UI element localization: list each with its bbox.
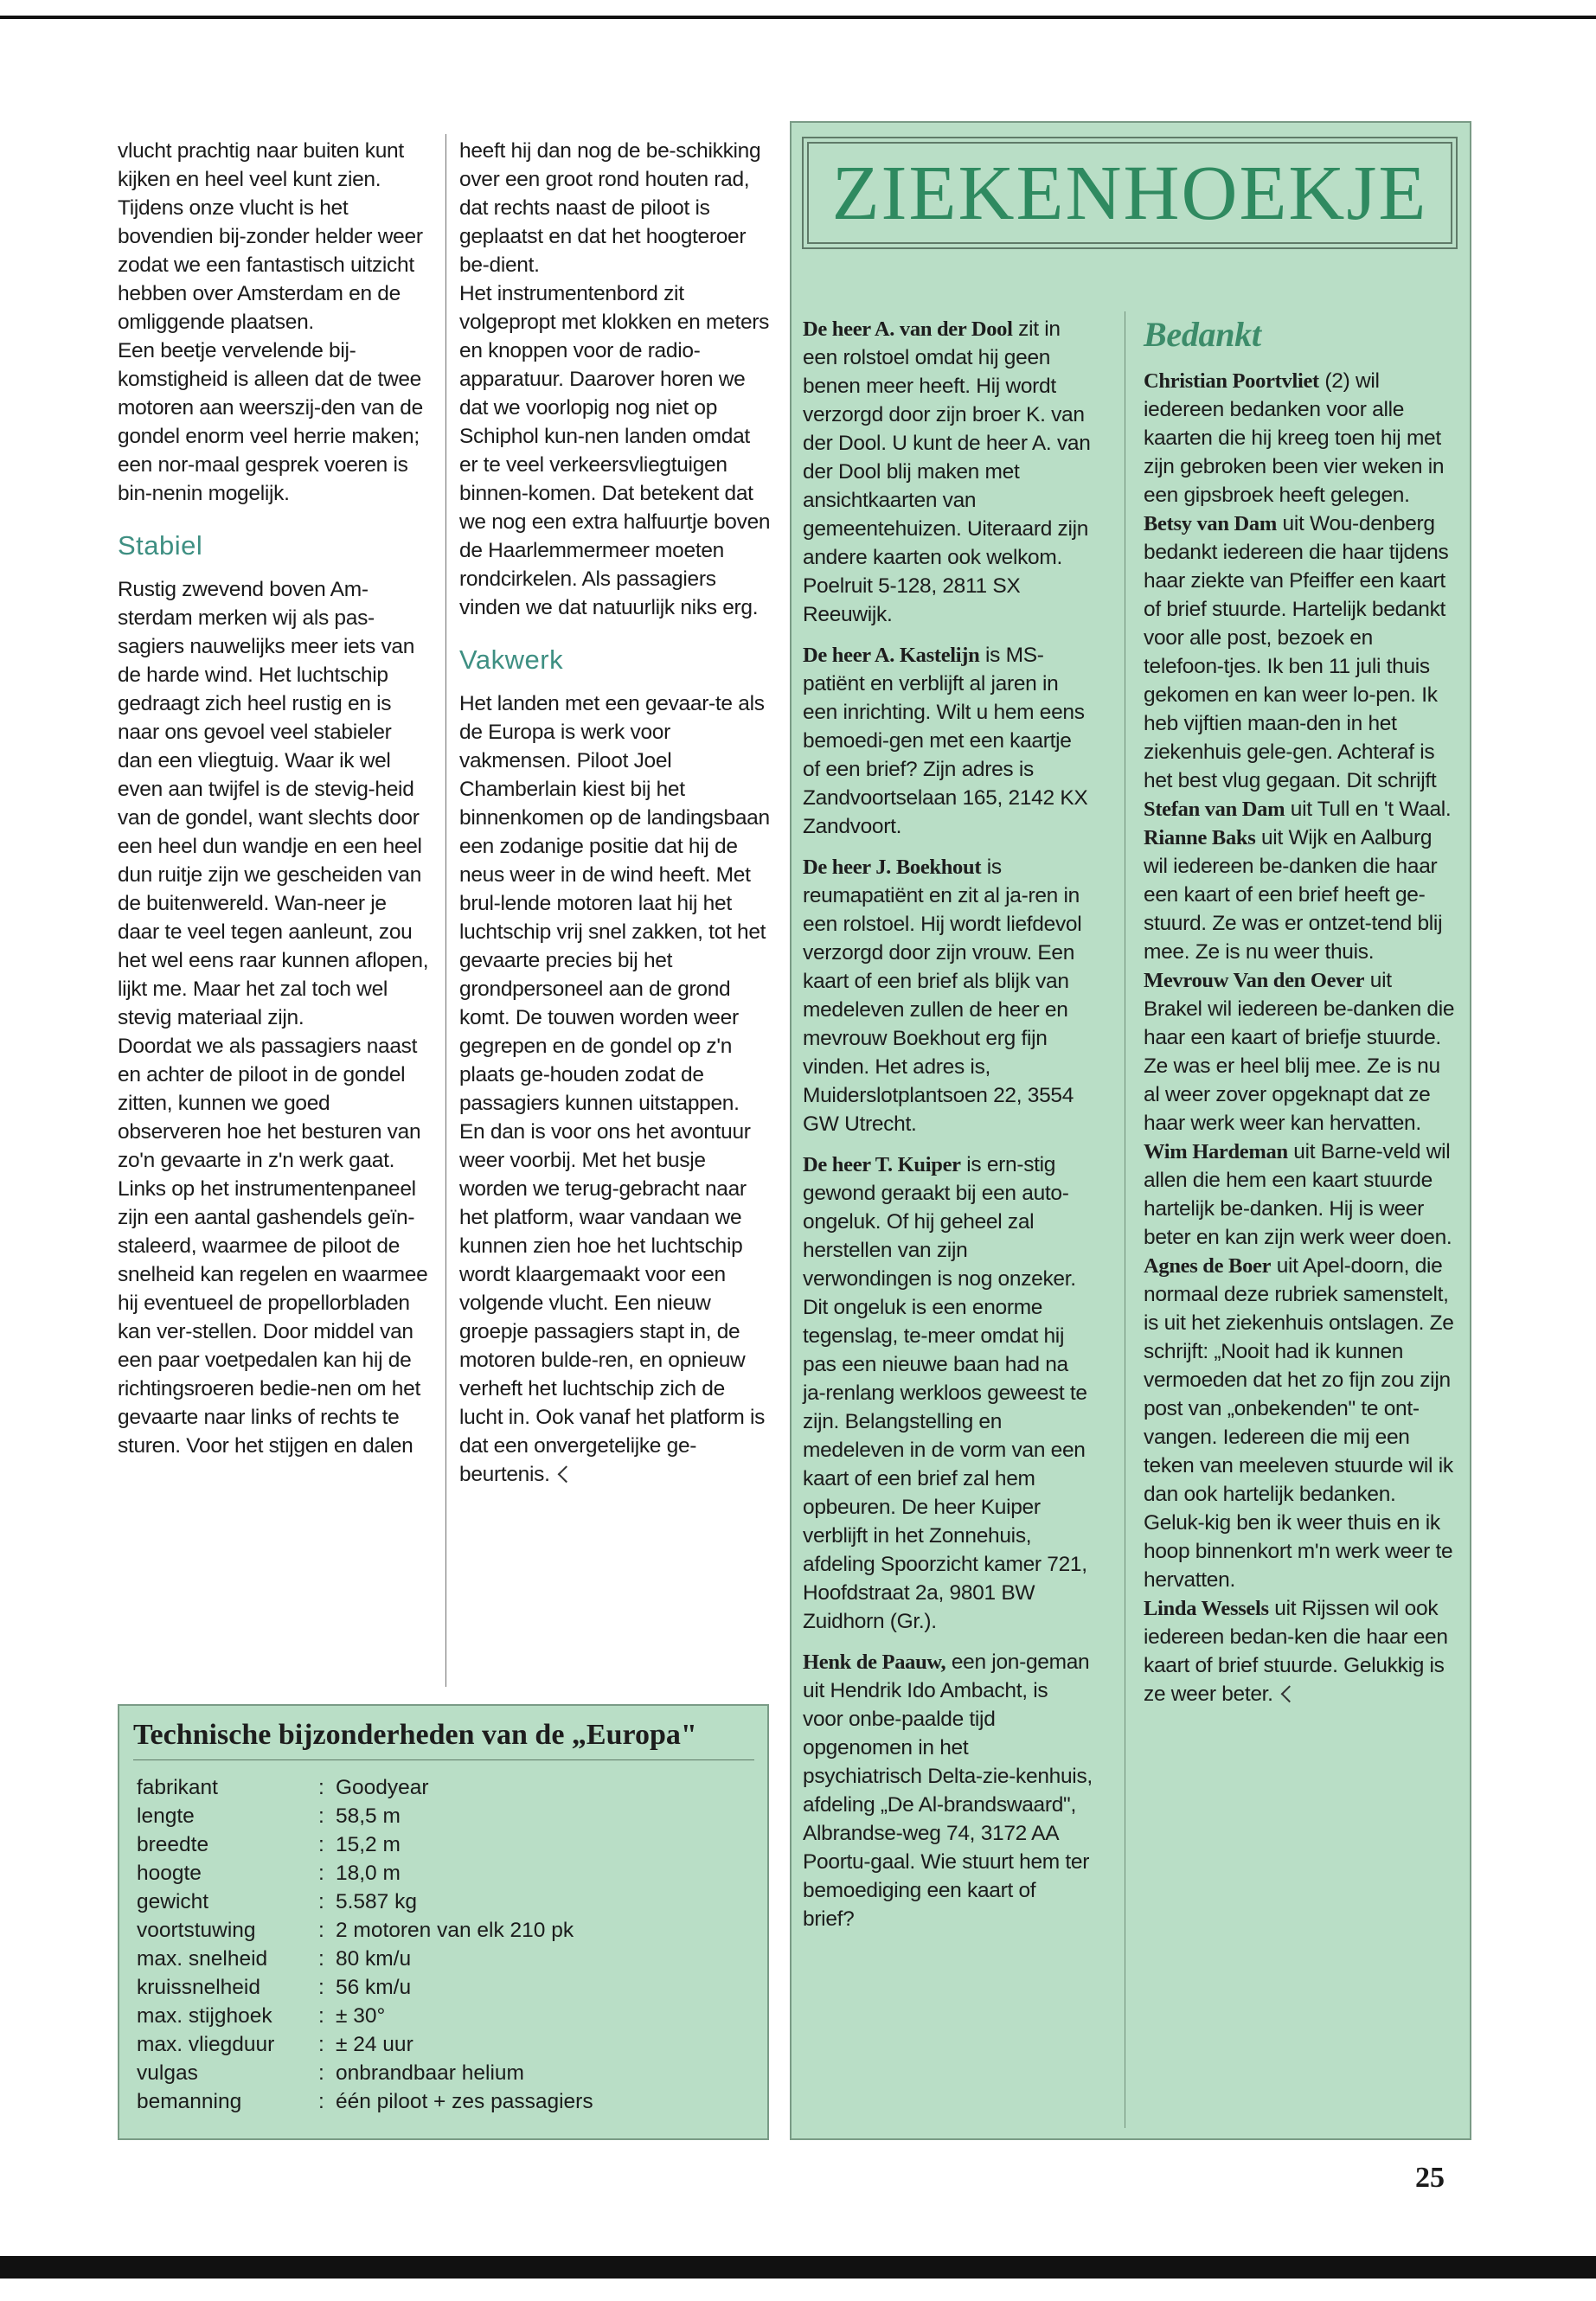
tech-spec-value: 56 km/u (336, 1976, 412, 1999)
tech-spec-colon: : (318, 1976, 324, 1999)
patient-name: De heer T. Kuiper (803, 1153, 961, 1176)
thanks-name: Wim Hardeman (1144, 1140, 1288, 1163)
thanks-entry (1144, 966, 1455, 1138)
patient-name: De heer A. van der Dool (803, 317, 1013, 341)
thanks-entry (1144, 795, 1455, 824)
patient-name: De heer J. Boekhout (803, 856, 982, 879)
tech-spec-row (137, 1802, 755, 1830)
tech-spec-colon: : (318, 2061, 324, 2085)
thanks-text: (2) wil iedereen bedanken voor alle kaarten die hij kreeg toen hij met zijn gebroken been vier weken in een gipsbroek heeft gelegen. (1144, 369, 1445, 507)
tech-spec-row (137, 1916, 755, 1945)
tech-spec-label: lengte (137, 1804, 195, 1828)
tech-spec-value: 5.587 kg (336, 1890, 417, 1913)
tech-spec-value: 80 km/u (336, 1947, 412, 1971)
tech-spec-label: fabrikant (137, 1776, 218, 1799)
ziekenhoekje-title: ZIEKENHOEKJE (831, 151, 1428, 236)
thanks-name: Stefan van Dam (1144, 798, 1285, 821)
section-heading-stabiel: Stabiel (118, 530, 203, 561)
patient-entry (803, 853, 1093, 1138)
thanks-text: uit Wou-denberg bedankt iedereen die haar tijdens haar ziekte van Pfeiffer een kaart of brief stuurde. Hartelijk bedankt voor alle post, bezoek en telefoon-tjes. Ik ben 11 juli thuis gekomen en kan weer lo-pen. Ik heb vijftien maan-den in het ziekenhuis gele-gen. Achteraf is het best vlug gegaan. Dit schrijft (1144, 512, 1449, 792)
ziekenhoekje-right-column (1144, 315, 1455, 1708)
patient-text: is reumapatiënt en zit al ja-ren in een rolstoel. Hij wordt liefdevol verzorgd door zijn vrouw. Een kaart of een brief als blijk van medeleven zullen de heer en mevrouw Boekhout erg fijn vinden. Het adres is, Muiderslotplantsoen 22, 3554 GW Utrecht. (803, 856, 1082, 1136)
tech-spec-row (137, 1859, 755, 1888)
thanks-text: uit Wijk en Aalburg wil iedereen be-danken die haar een kaart of een brief heeft ge-stuurd. Ze was er ontzet-tend blij mee. Ze is nu weer thuis. (1144, 826, 1443, 964)
tech-specs-title: Technische bijzonderheden van de „Europa" (133, 1719, 697, 1751)
tech-spec-value: Goodyear (336, 1776, 429, 1799)
patient-text: een jon-geman uit Hendrik Ido Ambacht, is voor onbe-paalde tijd opgenomen in het psychiatrisch Delta-zie-kenhuis, afdeling „De Al-brandswaard", Albrandse-weg 74, 3172 AA Poortu-gaal. Wie stuurt hem ter bemoediging een kaart of brief? (803, 1650, 1093, 1931)
col2-paragraph-4: En dan is voor ons het avontuur weer voorbij. Met het busje worden we terug-gebracht naar het platform, waar vandaan we kunnen zien hoe het luchtschip wordt klaargemaakt voor een volgende vlucht. Een nieuw groepje passagiers stapt in, de motoren bulde-ren, en opnieuw verheft het luchtschip zich de lucht in. Ook vanaf het platform is dat een onvergetelijke ge-beurtenis. (459, 1120, 766, 1486)
tech-spec-value: 15,2 m (336, 1833, 401, 1856)
tech-spec-label: hoogte (137, 1862, 202, 1885)
article-column-2 (459, 137, 771, 1489)
col2-paragraph-3: Het landen met een gevaar-te als de Europa is werk voor vakmensen. Piloot Joel Chamberlain kiest bij het binnenkomen op de landingsbaan een zodanige positie dat hij de neus weer in de wind heeft. Met brul-lende motoren laat hij het luchtschip vrij snel zakken, tot het gevaarte precies bij het grondpersoneel aan de grond komt. De touwen worden weer gegrepen en de gondel op z'n plaats ge-houden zodat de passagiers kunnen uitstappen. (459, 692, 770, 1115)
tech-spec-label: max. stijghoek (137, 2004, 272, 2028)
tech-spec-value: 58,5 m (336, 1804, 401, 1828)
patient-entry (803, 1648, 1093, 1933)
tech-spec-label: bemanning (137, 2090, 242, 2113)
patient-name: De heer A. Kastelijn (803, 644, 980, 667)
tech-spec-value: ± 30° (336, 2004, 386, 2028)
bottom-border-bar (0, 2256, 1596, 2279)
thanks-name: Mevrouw Van den Oever (1144, 969, 1365, 992)
thanks-name: Christian Poortvliet (1144, 369, 1319, 393)
thanks-entry (1144, 1252, 1455, 1594)
tech-specs-panel (118, 1704, 769, 2140)
tech-spec-row (137, 1888, 755, 1916)
thanks-name: Rianne Baks (1144, 826, 1256, 849)
tech-spec-row (137, 2087, 755, 2116)
tech-spec-row (137, 1973, 755, 2002)
tech-spec-label: breedte (137, 1833, 209, 1856)
col1-paragraph-3: Rustig zwevend boven Am-sterdam merken wij als pas-sagiers nauwelijks meer iets van de harde wind. Het luchtschip gedraagt zich heel rustig en is naar ons gevoel veel stabieler dan een vliegtuig. Waar ik wel even aan twijfel is de stevig-heid van de gondel, want slechts door een heel dun wandje en een heel dun ruitje zijn we gescheiden van de buitenwereld. Wan-neer je daar te veel tegen aanleunt, zou het wel eens raar kunnen aflopen, lijkt me. Maar het zal toch wel stevig materiaal zijn. (118, 578, 429, 1029)
thanks-name: Linda Wessels (1144, 1597, 1269, 1620)
ziekenhoekje-left-column (803, 315, 1093, 1945)
patient-text: is ern-stig gewond geraakt bij een auto-ongeluk. Of hij geheel zal herstellen van zijn verwondingen is nog onzeker. Dit ongeluk is een enorme tegenslag, te-meer omdat hij pas een nieuwe baan had na ja-renlang werkloos geweest te zijn. Belangstelling en medeleven in de vorm van een kaart of een brief zal hem opbeuren. De heer Kuiper verblijft in het Zonnehuis, afdeling Spoorzicht kamer 721, Hoofdstraat 2a, 9801 BW Zuidhorn (Gr.). (803, 1153, 1087, 1633)
thanks-name: Betsy van Dam (1144, 512, 1277, 535)
tech-spec-value: onbrandbaar helium (336, 2061, 524, 2085)
tech-spec-label: gewicht (137, 1890, 209, 1913)
patient-entry (803, 1150, 1093, 1636)
tech-spec-value: 2 motoren van elk 210 pk (336, 1919, 574, 1942)
bedankt-heading: Bedankt (1144, 315, 1261, 354)
patient-entry (803, 641, 1093, 841)
tech-spec-colon: : (318, 1833, 324, 1856)
tech-spec-colon: : (318, 1862, 324, 1885)
tech-spec-colon: : (318, 1947, 324, 1971)
tech-spec-label: max. snelheid (137, 1947, 268, 1971)
col2-paragraph-2: Het instrumentenbord zit volgepropt met klokken en meters en knoppen voor de radio-apparatuur. Daarover horen we dat we voorlopig nog niet op Schiphol kun-nen landen omdat er te veel verkeersvliegtuigen binnen-komen. Dat betekent dat we nog een extra halfuurtje boven de Haarlemmermeer moeten rondcirkelen. Als passagiers vinden we dat natuurlijk niks erg. (459, 282, 771, 619)
tech-spec-row (137, 1773, 755, 1802)
thanks-text: uit Apel-doorn, die normaal deze rubriek samenstelt, is uit het ziekenhuis ontslagen. Ze schrijft: „Nooit had ik kunnen vermoeden dat het zo fijn zou zijn post van „onbekenden" te ont-vangen. Iedereen die mij een teken van meeleven stuurde wil ik dan ook hartelijk bedanken. Geluk-kig ben ik weer thuis en ik hoop binnenkort m'n werk weer te hervatten. (1144, 1254, 1454, 1592)
patient-text: is MS-patiënt en verblijft al jaren in een inrichting. Wilt u hem eens bemoedi-gen met een kaartje of een brief? Zijn adres is Zandvoortselaan 165, 2142 KX Zandvoort. (803, 644, 1088, 838)
tech-spec-colon: : (318, 1776, 324, 1799)
thanks-entry (1144, 1594, 1455, 1708)
patient-text: zit in een rolstoel omdat hij geen benen meer heeft. Hij wordt verzorgd door zijn broer K. van der Dool. U kunt de heer A. van der Dool blij maken met ansichtkaarten van gemeentehuizen. Uiteraard zijn andere kaarten ook welkom. Poelruit 5-128, 2811 SX Reeuwijk. (803, 317, 1091, 626)
article-column-1 (118, 137, 431, 1460)
ziekenhoekje-header (802, 137, 1458, 249)
patient-name: Henk de Paauw, (803, 1650, 946, 1674)
bedankt-list (1144, 367, 1455, 1708)
col1-paragraph-4: Doordat we als passagiers naast en achter de piloot in de gondel zitten, kunnen we goed observeren hoe het besturen van zo'n gevaarte in z'n werk gaat. Links op het instrumentenpaneel zijn een aantal gashendels geïn-staleerd, waarmee de piloot de snelheid kan regelen en waarmee hij eventueel de propellorbladen kan ver-stellen. Door middel van een paar voetpedalen kan hij de richtingsroeren bedie-nen om het gevaarte naar links of rechts te sturen. Voor het stijgen en dalen (118, 1035, 428, 1458)
thanks-text: uit Tull en 't Waal. (1290, 798, 1452, 821)
col1-paragraph-2: Een beetje vervelende bij-komstigheid is alleen dat de twee motoren aan weerszij-den van de gondel enorm veel herrie maken; een nor-maal gesprek voeren is bin-nenin mogelijk. (118, 339, 423, 505)
col2-paragraph-1: heeft hij dan nog de be-schikking over een groot rond houten rad, dat rechts naast de piloot is geplaatst en dat het hoogteroer be-dient. (459, 139, 761, 277)
tech-specs-table (137, 1773, 755, 2116)
column-divider (445, 134, 446, 1687)
tech-spec-colon: : (318, 1919, 324, 1942)
tech-spec-row (137, 2030, 755, 2059)
thanks-text: uit Brakel wil iedereen be-danken die haar een kaart of briefje stuurde. Ze was er heel blij mee. Ze is nu al weer zover opgeknapt dat ze haar werk weer kan hervatten. (1144, 969, 1455, 1135)
tech-spec-colon: : (318, 2090, 324, 2113)
thanks-entry (1144, 510, 1455, 795)
tech-spec-colon: : (318, 2004, 324, 2028)
tech-spec-label: voortstuwing (137, 1919, 256, 1942)
tech-spec-value: ± 24 uur (336, 2033, 413, 2056)
col1-paragraph-1: vlucht prachtig naar buiten kunt kijken en heel veel kunt zien. Tijdens onze vlucht is het bovendien bij-zonder helder weer zodat we een fantastisch uitzicht hebben over Amsterdam en de omliggende plaatsen. (118, 139, 423, 334)
thanks-text: uit Barne-veld wil allen die hem een kaart stuurde hartelijk be-danken. Hij is weer beter en kan zijn werk weer doen. (1144, 1140, 1452, 1249)
tech-spec-row (137, 2059, 755, 2087)
tech-spec-row (137, 1830, 755, 1859)
top-border-line (0, 16, 1596, 19)
thanks-entry (1144, 824, 1455, 966)
tech-spec-colon: : (318, 1804, 324, 1828)
end-mark-icon (1280, 1685, 1298, 1702)
tech-spec-row (137, 2002, 755, 2030)
tech-spec-colon: : (318, 1890, 324, 1913)
thanks-text: uit Rijssen wil ook iedereen bedan-ken die haar een kaart of brief stuurde. Gelukkig is ze weer beter. (1144, 1597, 1448, 1706)
thanks-name: Agnes de Boer (1144, 1254, 1272, 1278)
thanks-entry (1144, 1138, 1455, 1252)
end-mark-icon (557, 1465, 574, 1483)
section-heading-vakwerk: Vakwerk (459, 644, 564, 675)
tech-specs-divider (133, 1759, 754, 1760)
tech-spec-row (137, 1945, 755, 1973)
tech-spec-value: één piloot + zes passagiers (336, 2090, 593, 2113)
tech-spec-value: 18,0 m (336, 1862, 401, 1885)
page-number: 25 (1415, 2162, 1445, 2194)
patient-entry (803, 315, 1093, 629)
thanks-entry (1144, 367, 1455, 510)
tech-spec-label: kruissnelheid (137, 1976, 260, 1999)
tech-spec-label: max. vliegduur (137, 2033, 275, 2056)
tech-spec-label: vulgas (137, 2061, 198, 2085)
tech-spec-colon: : (318, 2033, 324, 2056)
